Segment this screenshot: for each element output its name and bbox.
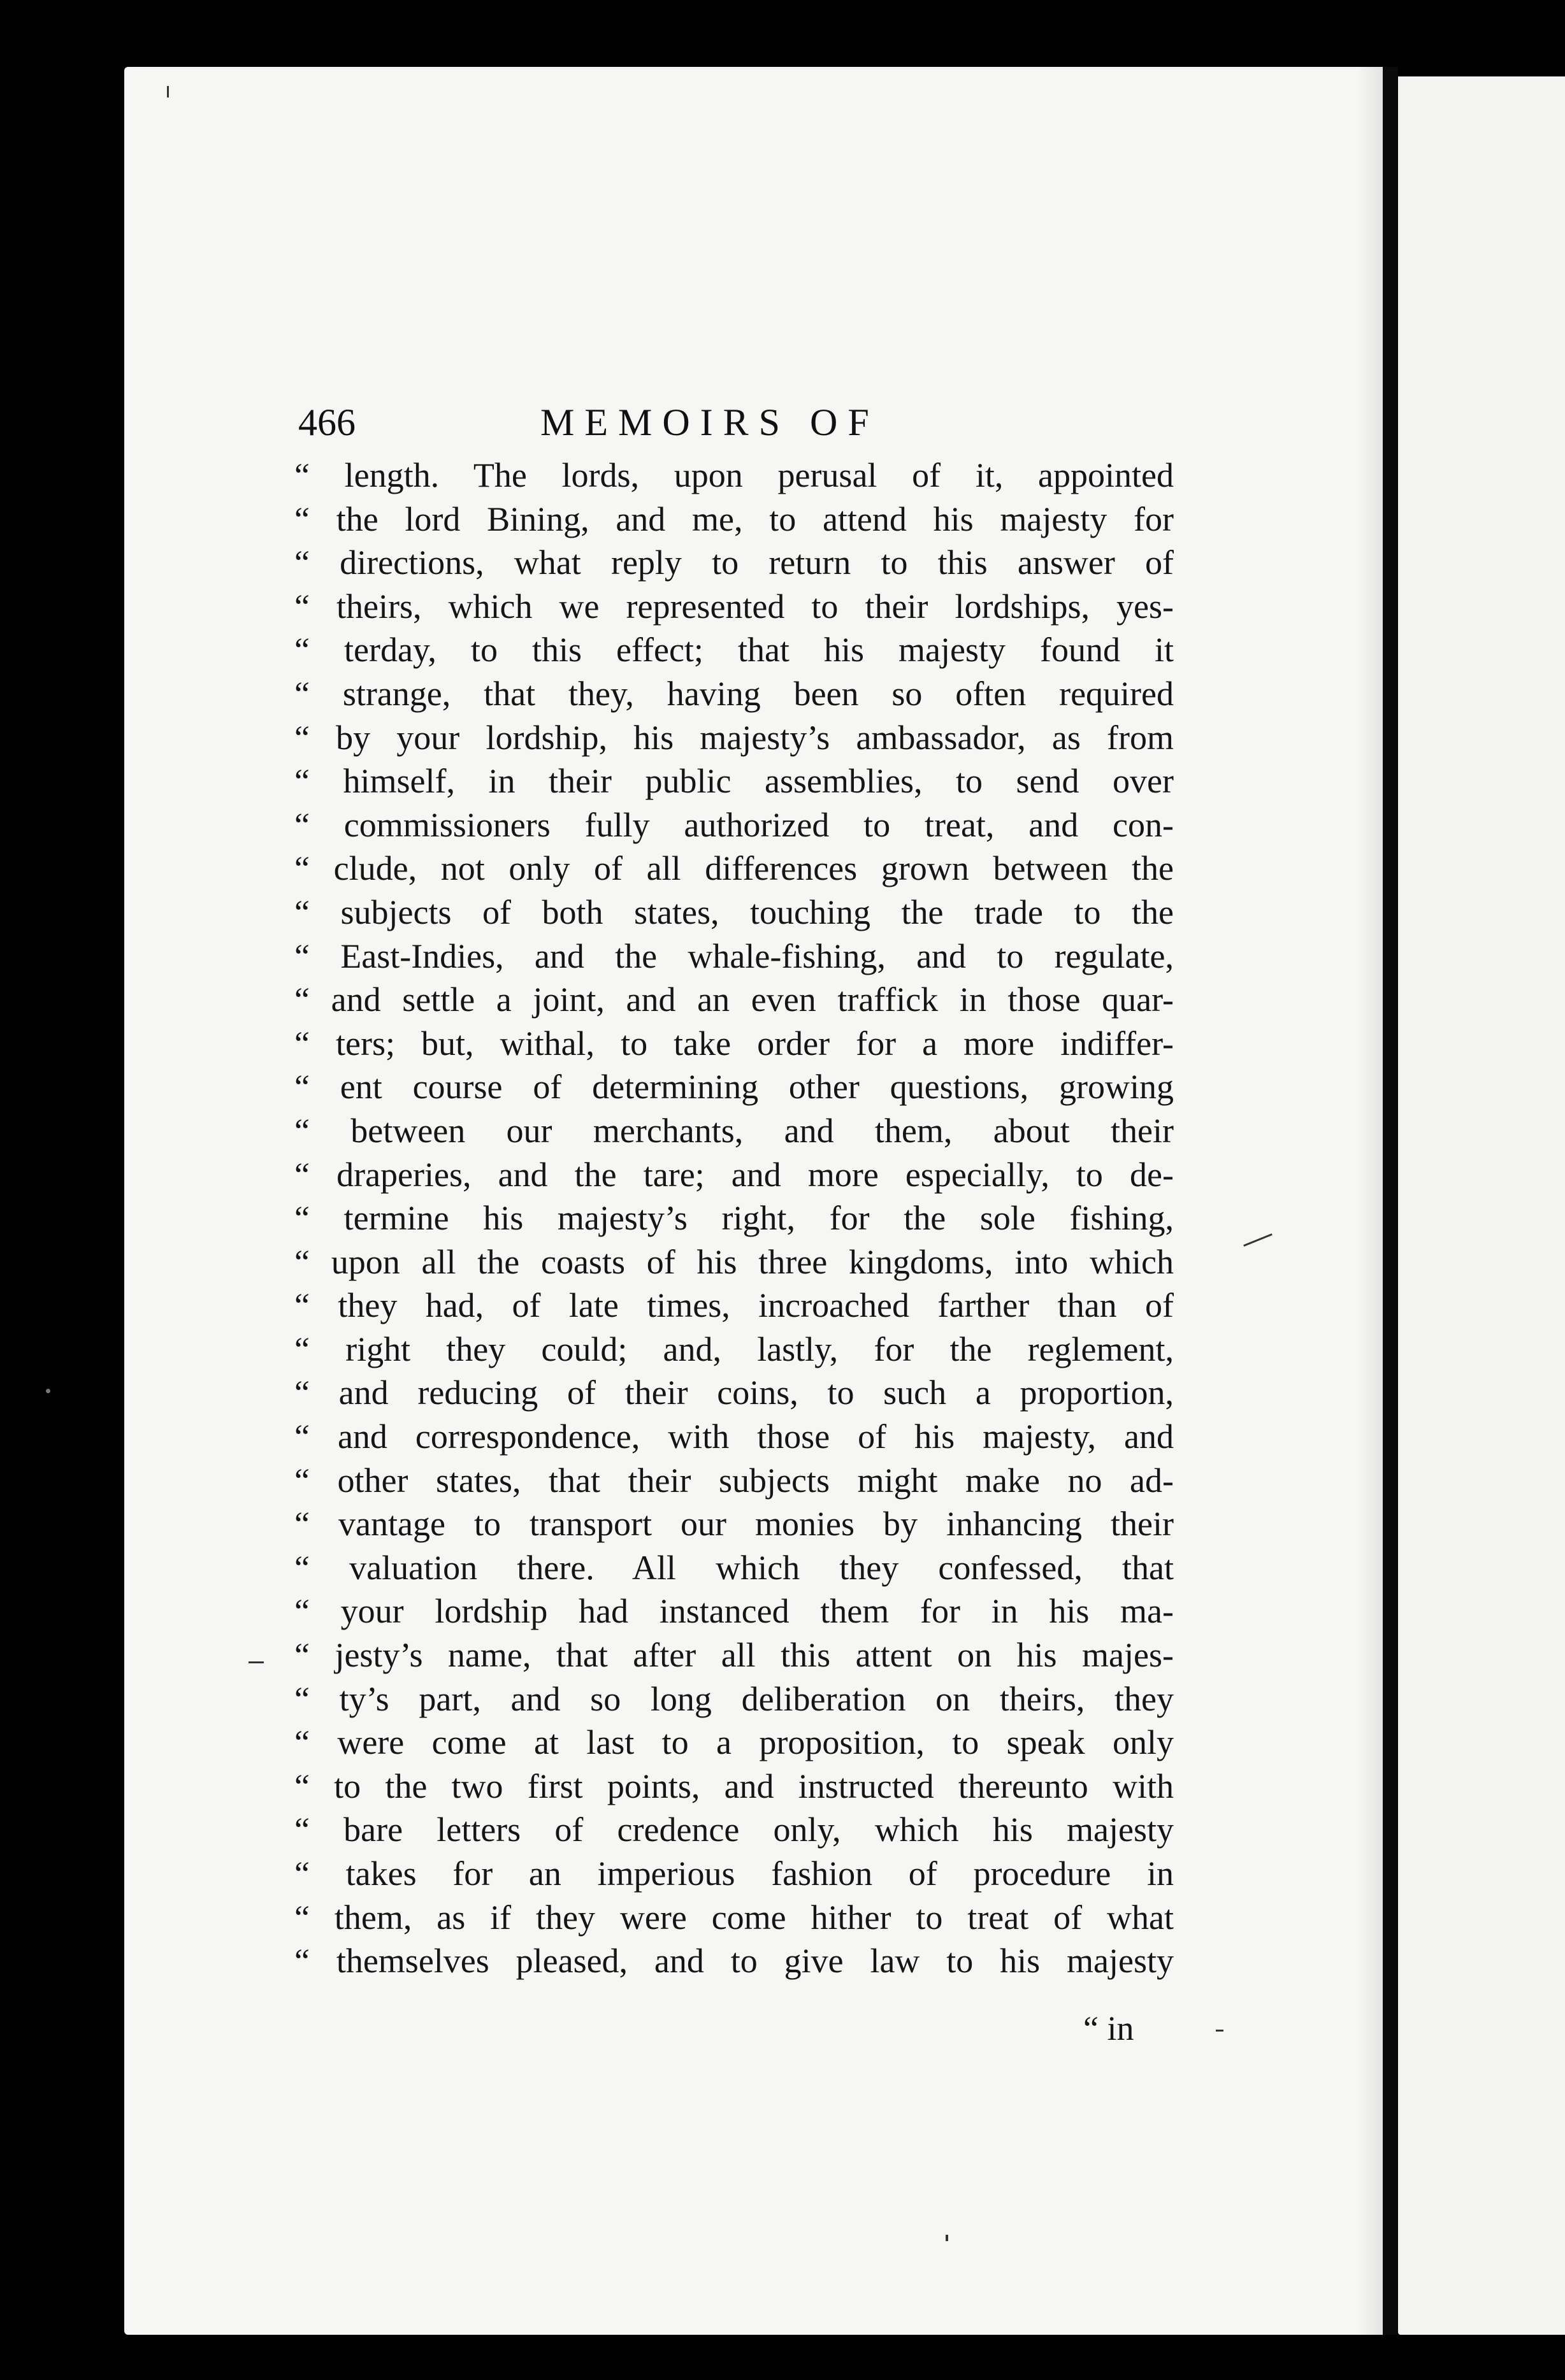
text-line: “ jesty’s name, that after all this attent on his majes- — [294, 1636, 1174, 1675]
text-line: “ to the two first points, and instructed thereunto with — [294, 1767, 1174, 1805]
text-line: “ draperies, and the tare; and more especially, to de- — [294, 1155, 1174, 1194]
text-line: “ takes for an imperious fashion of procedure in — [294, 1854, 1174, 1893]
facing-page-edge — [1398, 76, 1565, 2335]
text-line: “ other states, that their subjects might make no ad- — [294, 1461, 1174, 1500]
text-line: “ terday, to this effect; that his majesty found it — [294, 631, 1174, 670]
body-text — [294, 454, 1174, 1983]
scan-mark — [946, 2235, 948, 2241]
text-line: “ and correspondence, with those of his majesty, and — [294, 1417, 1174, 1456]
text-line: “ and reducing of their coins, to such a proportion, — [294, 1373, 1174, 1412]
text-line: “ vantage to transport our monies by inhancing their — [294, 1505, 1174, 1544]
text-line: “ theirs, which we represented to their lordships, yes- — [294, 587, 1174, 626]
running-title: MEMOIRS OF — [540, 401, 879, 443]
text-line: “ right they could; and, lastly, for the reglement, — [294, 1330, 1174, 1368]
text-line: “ by your lordship, his majesty’s ambassador, as from — [294, 718, 1174, 757]
text-line: “ were come at last to a proposition, to speak only — [294, 1723, 1174, 1762]
text-line: “ commissioners fully authorized to treat, and con- — [294, 805, 1174, 844]
text-line: “ valuation there. All which they confessed, that — [294, 1548, 1174, 1587]
text-line: “ the lord Bining, and me, to attend his majesty for — [294, 499, 1174, 538]
text-line: “ East-Indies, and the whale-fishing, and to regulate, — [294, 936, 1174, 975]
text-line: “ ters; but, withal, to take order for a more indiffer- — [294, 1024, 1174, 1063]
book-spine — [1383, 67, 1398, 2335]
text-line: “ himself, in their public assemblies, to send over — [294, 762, 1174, 801]
catchword: “ in — [1083, 2009, 1134, 2047]
text-line: “ strange, that they, having been so often required — [294, 674, 1174, 713]
text-line: “ termine his majesty’s right, for the sole fishing, — [294, 1199, 1174, 1238]
text-line: “ between our merchants, and them, about their — [294, 1111, 1174, 1150]
text-line: “ themselves pleased, and to give law to his majesty — [294, 1942, 1174, 1981]
text-line: “ ent course of determining other questions, growing — [294, 1068, 1174, 1107]
text-line: “ upon all the coasts of his three kingdoms, into which — [294, 1242, 1174, 1281]
text-line: “ bare letters of credence only, which his majesty — [294, 1810, 1174, 1849]
gutter-shadow — [1357, 67, 1383, 2335]
scan-mark — [1216, 2030, 1223, 2032]
text-line: “ subjects of both states, touching the trade to the — [294, 892, 1174, 931]
running-head — [298, 385, 1178, 449]
text-line: “ them, as if they were come hither to treat of what — [294, 1898, 1174, 1937]
scan-mark — [46, 1389, 50, 1393]
scan-mark — [249, 1661, 264, 1663]
text-line: “ they had, of late times, incroached farther than of — [294, 1286, 1174, 1325]
text-line: “ length. The lords, upon perusal of it, appointed — [294, 456, 1174, 494]
text-line: “ and settle a joint, and an even traffick in those quar- — [294, 980, 1174, 1019]
text-line: “ your lordship had instanced them for in his ma- — [294, 1592, 1174, 1631]
text-line: “ directions, what reply to return to this answer of — [294, 543, 1174, 582]
scan-mark — [167, 86, 169, 97]
text-line: “ clude, not only of all differences grown between the — [294, 849, 1174, 888]
page-number: 466 — [298, 401, 356, 443]
text-line: “ ty’s part, and so long deliberation on theirs, they — [294, 1679, 1174, 1718]
